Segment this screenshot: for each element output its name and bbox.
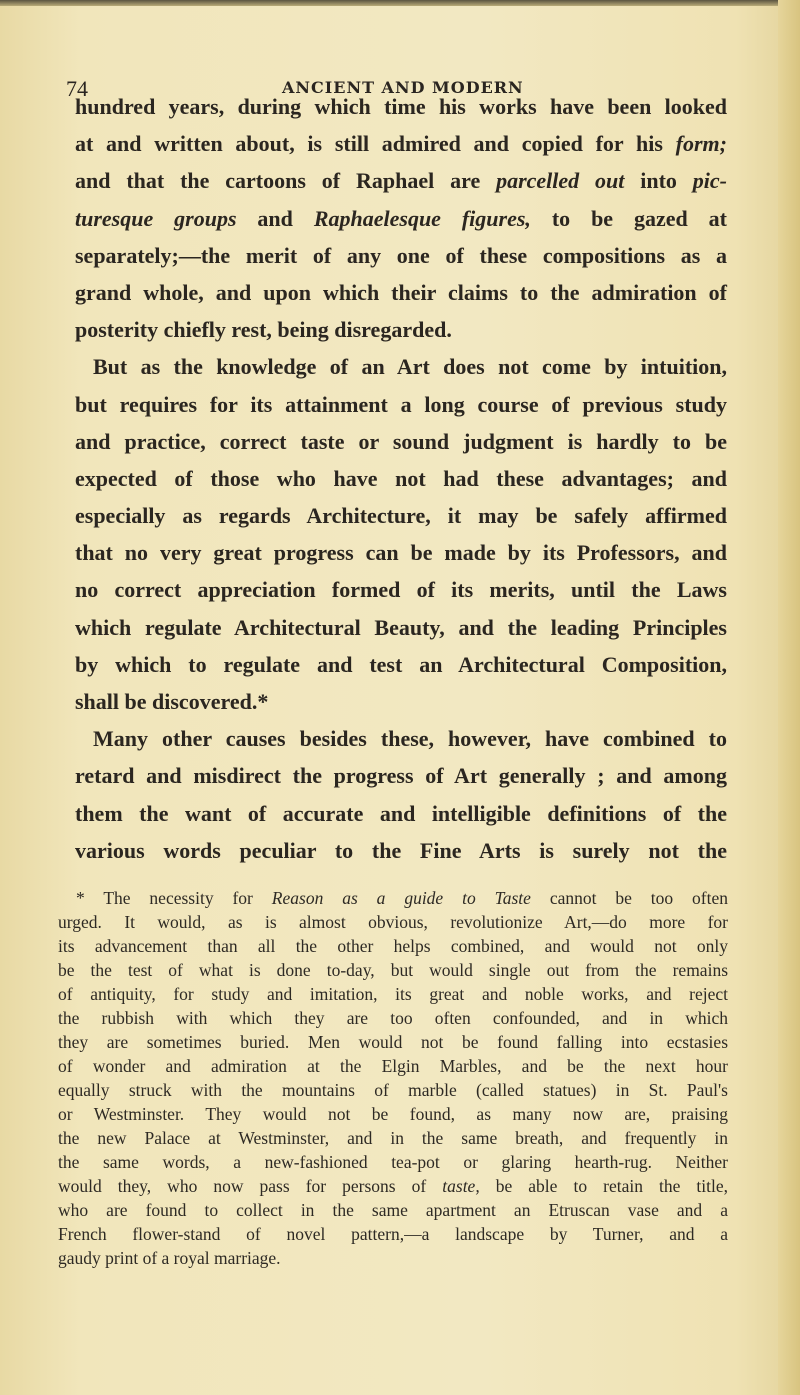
- text-segment: urged. It would, as is almost obvious, revolutionize Art,—do more for: [58, 912, 728, 932]
- text-segment: be the test of what is done to-day, but would single out from the remains: [58, 960, 728, 980]
- italic-text: form;: [675, 131, 727, 157]
- body-line: [75, 125, 727, 162]
- italic-text: Reason as a guide to Taste: [271, 888, 531, 908]
- footnote-line: [58, 1126, 728, 1150]
- text-segment: expected of those who have not had these advantages; and: [75, 465, 727, 491]
- text-segment: * The necessity for: [76, 888, 272, 908]
- italic-text: Raphaelesque figures,: [313, 205, 531, 231]
- text-segment: who are found to collect in the same apartment an Etruscan vase and a: [58, 1200, 728, 1220]
- footnote-line: [58, 958, 728, 982]
- body-line: [75, 274, 727, 311]
- body-line: [75, 88, 727, 125]
- text-segment: the rubbish with which they are too often confounded, and in which: [58, 1008, 728, 1028]
- text-segment: that no very great progress can be made by its Professors, and: [75, 540, 727, 566]
- body-line: [75, 162, 727, 199]
- text-segment: Many other causes besides these, however, have combined to: [93, 726, 727, 752]
- text-segment: but requires for its attainment a long course of previous study: [75, 391, 727, 417]
- italic-text: turesque groups: [75, 205, 237, 231]
- text-segment: posterity chiefly rest, being disregarded.: [75, 317, 452, 343]
- text-segment: cannot be too often: [530, 888, 728, 908]
- footnote-line: [58, 982, 728, 1006]
- text-segment: they are sometimes buried. Men would not be found falling into ecstasies: [58, 1032, 728, 1052]
- text-segment: French flower-stand of novel pattern,—a landscape by Turner, and a: [58, 1224, 728, 1244]
- body-line: [75, 720, 727, 757]
- italic-text: parcelled out: [496, 168, 625, 194]
- footnote-line: [58, 886, 728, 910]
- footnote-line: [58, 1174, 728, 1198]
- footnote-line: [58, 1150, 728, 1174]
- body-line: [75, 534, 727, 571]
- text-segment: them the want of accurate and intelligible definitions of the: [75, 800, 727, 826]
- footnote-line: [58, 1246, 728, 1270]
- body-line: [75, 460, 727, 497]
- footnote-line: [58, 1030, 728, 1054]
- text-segment: or Westminster. They would not be found, as many now are, praising: [58, 1104, 728, 1124]
- page-top-edge: [0, 0, 800, 6]
- running-title: ANCIENT AND MODERN: [282, 78, 524, 97]
- page-number: 74: [66, 76, 88, 101]
- italic-text: taste,: [442, 1176, 480, 1196]
- body-line: [75, 795, 727, 832]
- body-line: [75, 497, 727, 534]
- text-segment: the new Palace at Westminster, and in the same breath, and frequently in: [58, 1128, 728, 1148]
- body-line: [75, 683, 727, 720]
- text-segment: various words peculiar to the Fine Arts is surely not the: [75, 837, 727, 863]
- text-segment: especially as regards Architecture, it may be safely affirmed: [75, 503, 727, 529]
- text-segment: shall be discovered.*: [75, 689, 269, 714]
- text-segment: grand whole, and upon which their claims to the admiration of: [75, 279, 727, 305]
- text-segment: which regulate Architectural Beauty, and the leading Principles: [75, 614, 727, 640]
- text-segment: its advancement than all the other helps combined, and would not only: [58, 936, 728, 956]
- body-line: [75, 757, 727, 794]
- body-line: [75, 311, 727, 348]
- text-segment: and: [236, 205, 314, 231]
- text-segment: into: [624, 168, 693, 194]
- body-line: [75, 571, 727, 608]
- text-segment: of antiquity, for study and imitation, its great and noble works, and reject: [58, 984, 728, 1004]
- body-line: [75, 200, 727, 237]
- body-text: [75, 88, 727, 869]
- text-segment: of wonder and admiration at the Elgin Marbles, and be the next hour: [58, 1056, 728, 1076]
- text-segment: at and written about, is still admired and copied for his: [75, 131, 676, 157]
- text-segment: no correct appreciation formed of its merits, until the Laws: [75, 577, 727, 603]
- page-gutter-edge: [778, 0, 800, 1395]
- body-line: [75, 609, 727, 646]
- text-segment: would they, who now pass for persons of: [58, 1176, 443, 1196]
- body-line: [75, 646, 727, 683]
- text-segment: gaudy print of a royal marriage.: [58, 1248, 281, 1268]
- body-line: [75, 423, 727, 460]
- text-segment: be able to retain the title,: [479, 1176, 728, 1196]
- footnote-line: [58, 1198, 728, 1222]
- body-line: [75, 237, 727, 274]
- body-line: [75, 386, 727, 423]
- text-segment: to be gazed at: [530, 205, 727, 231]
- body-line: [75, 832, 727, 869]
- text-segment: and that the cartoons of Raphael are: [75, 168, 497, 194]
- body-line: [75, 348, 727, 385]
- footnote-line: [58, 910, 728, 934]
- footnote: [58, 886, 728, 1270]
- text-segment: retard and misdirect the progress of Art generally ; and among: [75, 763, 727, 789]
- footnote-line: [58, 1078, 728, 1102]
- italic-text: pic-: [692, 168, 727, 194]
- footnote-line: [58, 934, 728, 958]
- footnote-line: [58, 1102, 728, 1126]
- text-segment: hundred years, during which time his works have been looked: [75, 94, 727, 119]
- text-segment: by which to regulate and test an Architectural Composition,: [75, 651, 727, 677]
- footnote-line: [58, 1054, 728, 1078]
- footnote-line: [58, 1006, 728, 1030]
- text-segment: But as the knowledge of an Art does not come by intuition,: [93, 354, 727, 380]
- text-segment: the same words, a new-fashioned tea-pot or glaring hearth-rug. Neither: [58, 1152, 728, 1172]
- text-segment: and practice, correct taste or sound judgment is hardly to be: [75, 428, 727, 454]
- text-segment: separately;—the merit of any one of these compositions as a: [75, 242, 727, 268]
- footnote-line: [58, 1222, 728, 1246]
- text-segment: equally struck with the mountains of marble (called statues) in St. Paul's: [58, 1080, 728, 1100]
